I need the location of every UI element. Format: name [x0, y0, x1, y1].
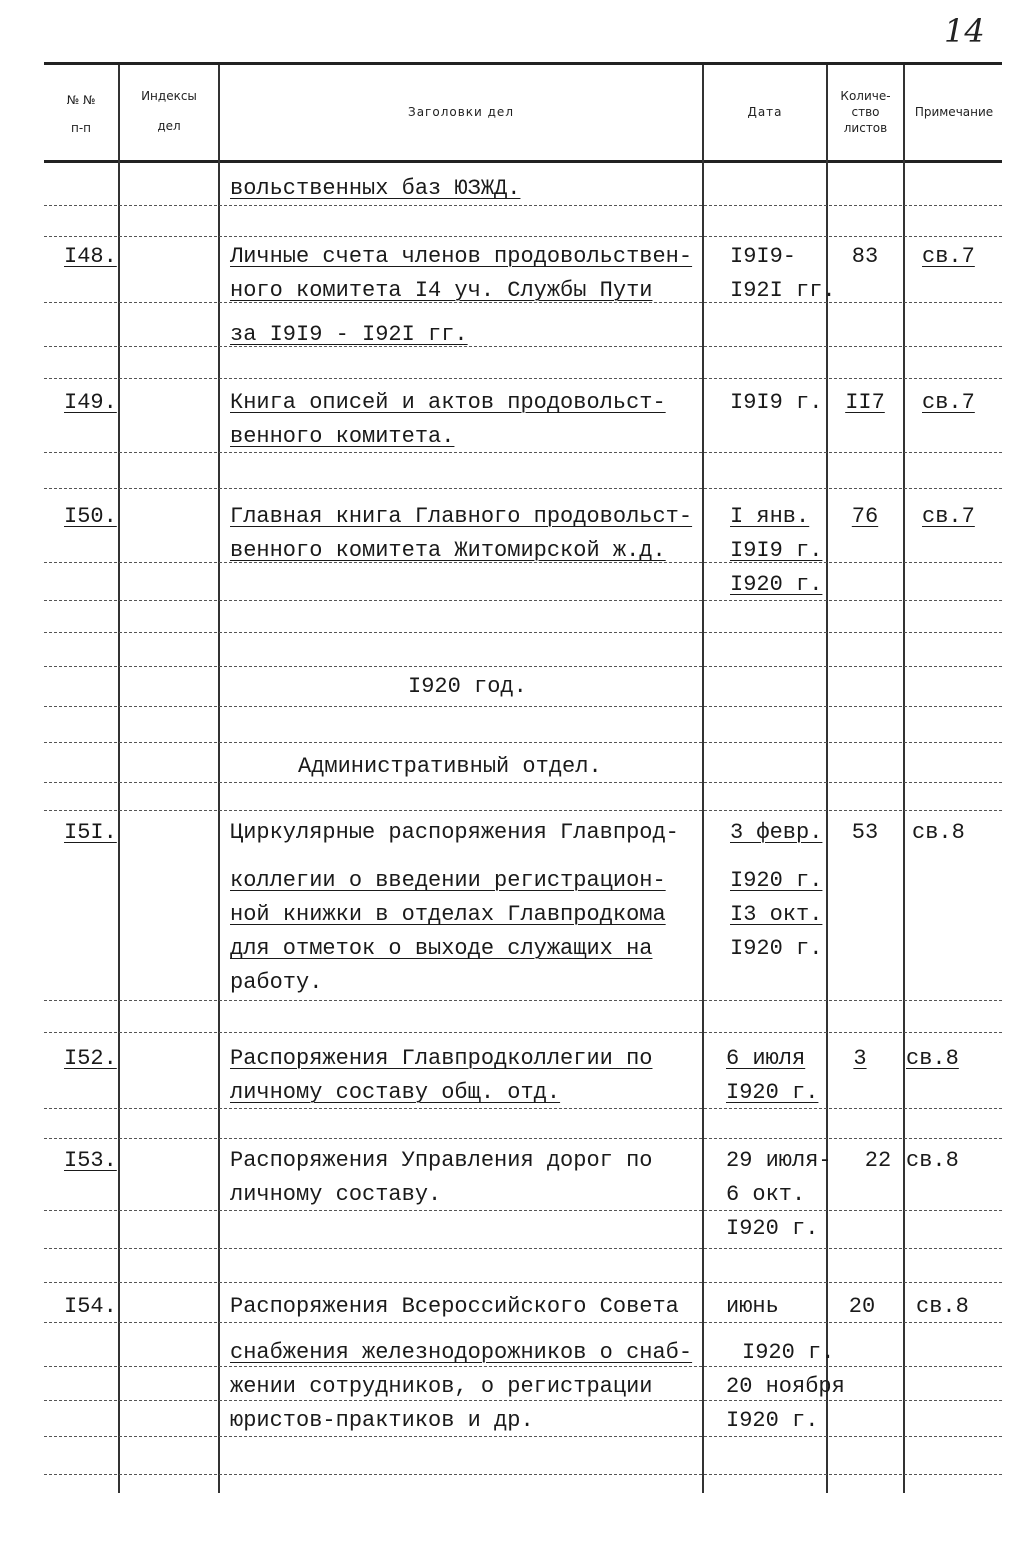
- header-count: Количе- ство листов: [840, 89, 891, 135]
- column-divider: [218, 65, 220, 1493]
- header-note: Примечание: [914, 105, 994, 119]
- section-year-heading: I920 год.: [408, 674, 527, 699]
- entry-title-line: работу.: [230, 970, 323, 995]
- entry-sheet-count: 53: [851, 820, 879, 845]
- column-divider: [702, 65, 704, 1493]
- ruled-line: [44, 782, 1002, 784]
- entry-note: св.7: [922, 390, 975, 415]
- entry-date-line: I920 г.: [726, 1216, 819, 1241]
- ruled-line: [44, 742, 1002, 744]
- entry-note: св.8: [906, 1148, 959, 1173]
- entry-title-line: ного комитета I4 уч. Службы Пути: [230, 278, 653, 303]
- entry-note: св.7: [922, 504, 975, 529]
- ruled-line: [44, 1000, 1002, 1002]
- entry-number: I54.: [64, 1294, 117, 1319]
- entry-date-line: 6 окт.: [726, 1182, 806, 1207]
- ruled-line: [44, 1322, 1002, 1324]
- entry-note: св.8: [912, 820, 965, 845]
- ruled-line: [44, 1248, 1002, 1250]
- entry-title-line: Распоряжения Всероссийского Совета: [230, 1294, 679, 1319]
- ruled-line: [44, 632, 1002, 634]
- entry-sheet-count: 83: [851, 244, 879, 269]
- entry-title-line: юристов-практиков и др.: [230, 1408, 534, 1433]
- entry-sheet-count: 22: [864, 1148, 892, 1173]
- entry-sheet-count: 3: [853, 1046, 867, 1071]
- entry-title-line: личному составу.: [230, 1182, 442, 1207]
- entry-number: I5I.: [64, 820, 117, 845]
- entry-date-line: I920 г.: [726, 1408, 819, 1433]
- entry-sheet-count: 20: [848, 1294, 876, 1319]
- entry-date-line: I920 г.: [730, 572, 823, 597]
- header-indexes: Индексы дел: [141, 89, 197, 133]
- entry-date-line: I92I гг.: [730, 278, 836, 303]
- header-date: Дата: [747, 105, 783, 119]
- ruled-line: [44, 346, 1002, 348]
- entry-number: I53.: [64, 1148, 117, 1173]
- entry-number: I50.: [64, 504, 117, 529]
- ruled-line: [44, 810, 1002, 812]
- entry-date-line: I9I9 г.: [730, 390, 823, 415]
- ruled-line: [44, 666, 1002, 668]
- entry-title-line: личному составу общ. отд.: [230, 1080, 561, 1105]
- entry-title-line: за I9I9 - I92I гг.: [230, 322, 468, 347]
- entry-title-line: для отметок о выходе служащих на: [230, 936, 653, 961]
- entry-title-line: жении сотрудников, о регистрации: [230, 1374, 653, 1399]
- ruled-line: [44, 1138, 1002, 1140]
- entry-date-line: 3 февр.: [730, 820, 823, 845]
- ruled-line: [44, 1108, 1002, 1110]
- entry-note: св.8: [916, 1294, 969, 1319]
- header-bottom-rule: [44, 160, 1002, 163]
- continuation-line: вольственных баз ЮЗЖД.: [230, 176, 521, 201]
- ruled-line: [44, 452, 1002, 454]
- ruled-line: [44, 600, 1002, 602]
- entry-date-line: I янв.: [730, 504, 810, 529]
- section-department-heading: Административный отдел.: [298, 754, 602, 779]
- ruled-line: [44, 1210, 1002, 1212]
- ruled-line: [44, 205, 1002, 207]
- entry-date-line: I920 г.: [726, 1080, 819, 1105]
- entry-number: I48.: [64, 244, 117, 269]
- entry-date-line: I3 окт.: [730, 902, 823, 927]
- header-number: № № п-п: [66, 93, 96, 135]
- entry-title-line: Личные счета членов продовольствен-: [230, 244, 693, 269]
- entry-date-line: I920 г.: [742, 1340, 835, 1365]
- entry-note: св.7: [922, 244, 975, 269]
- ruled-line: [44, 1400, 1002, 1402]
- ruled-line: [44, 1474, 1002, 1476]
- entry-title-line: снабжения железнодорожников о снаб-: [230, 1340, 693, 1365]
- entry-note: св.8: [906, 1046, 959, 1071]
- page-number: 14: [944, 12, 985, 50]
- ruled-line: [44, 1282, 1002, 1284]
- ruled-line: [44, 1436, 1002, 1438]
- entry-title-line: коллегии о введении регистрацион-: [230, 868, 666, 893]
- entry-date-line: 29 июля-: [726, 1148, 832, 1173]
- ruled-line: [44, 488, 1002, 490]
- header-titles: Заголовки дел: [408, 105, 514, 119]
- entry-date-line: июнь: [726, 1294, 779, 1319]
- entry-title-line: Книга описей и актов продовольст-: [230, 390, 666, 415]
- entry-title-line: венного комитета.: [230, 424, 455, 449]
- top-rule: [44, 62, 1002, 65]
- entry-title-line: ной книжки в отделах Главпродкома: [230, 902, 666, 927]
- entry-date-line: 20 ноября: [726, 1374, 845, 1399]
- ruled-line: [44, 1366, 1002, 1368]
- entry-date-line: I9I9-: [730, 244, 797, 269]
- column-divider: [903, 65, 905, 1493]
- entry-title-line: Циркулярные распоряжения Главпрод-: [230, 820, 679, 845]
- entry-title-line: Распоряжения Главпродколлегии по: [230, 1046, 653, 1071]
- entry-date-line: I920 г.: [730, 936, 823, 961]
- entry-number: I52.: [64, 1046, 117, 1071]
- entry-date-line: I9I9 г.: [730, 538, 823, 563]
- entry-sheet-count: 76: [851, 504, 879, 529]
- entry-title-line: венного комитета Житомирской ж.д.: [230, 538, 666, 563]
- entry-title-line: Главная книга Главного продовольст-: [230, 504, 693, 529]
- entry-date-line: 6 июля: [726, 1046, 806, 1071]
- column-divider: [118, 65, 120, 1493]
- entry-sheet-count: II7: [845, 390, 885, 415]
- ruled-line: [44, 378, 1002, 380]
- entry-date-line: I920 г.: [730, 868, 823, 893]
- entry-title-line: Распоряжения Управления дорог по: [230, 1148, 653, 1173]
- entry-number: I49.: [64, 390, 117, 415]
- ruled-line: [44, 1032, 1002, 1034]
- ruled-line: [44, 236, 1002, 238]
- ruled-line: [44, 706, 1002, 708]
